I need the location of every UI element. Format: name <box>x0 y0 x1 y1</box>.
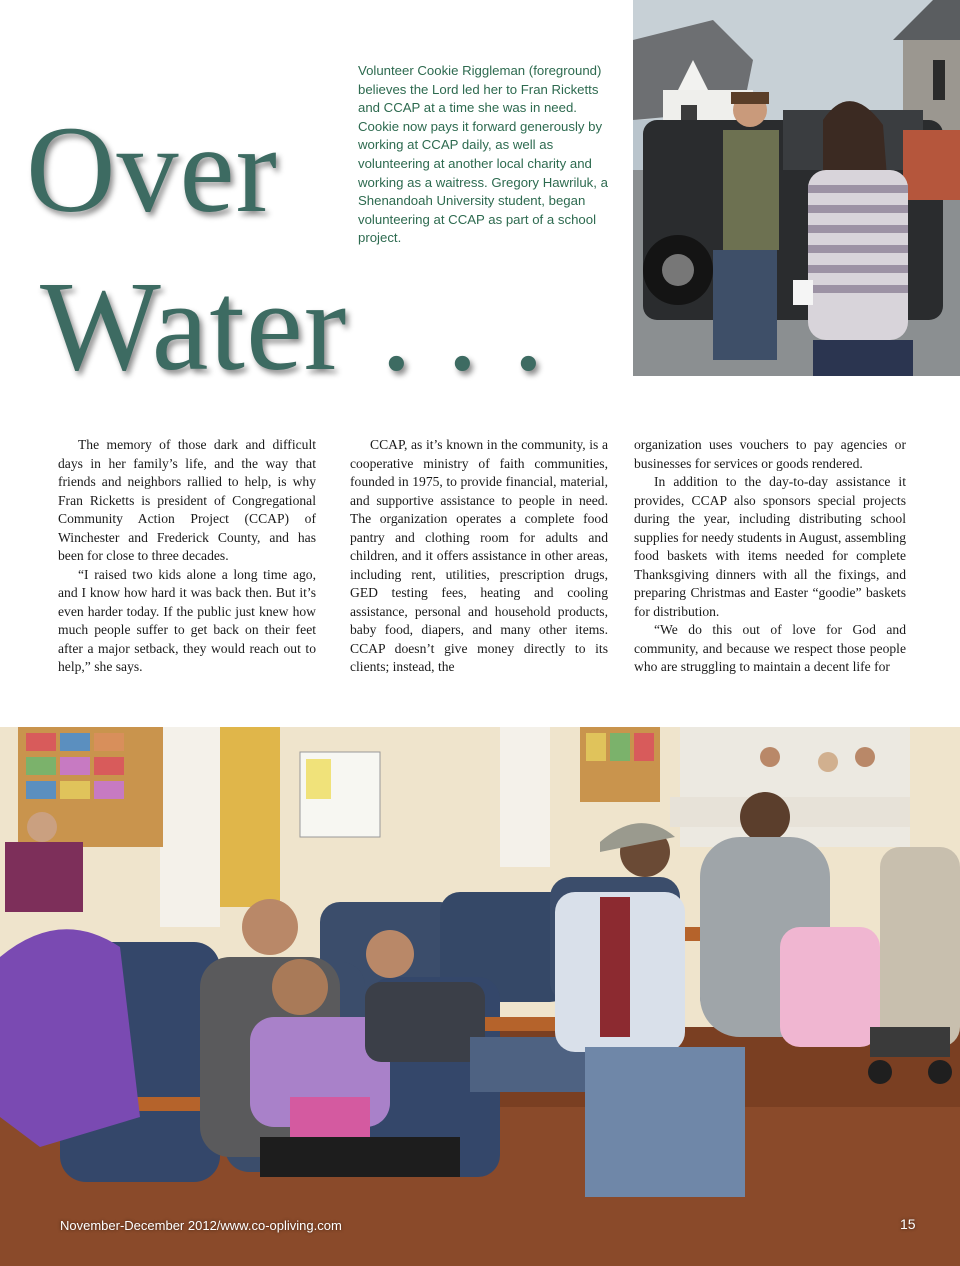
headline-line-2: Water . . . <box>40 255 546 397</box>
paragraph: CCAP, as it’s known in the community, is a cooperative ministry of faith communities, founded in 1975, to provide financial, material, and supportive assistance to people in need. The organization operates a complete food pantry and clothing room for adults and children, and it offers assistance in other areas, including rent, utilities, prescription drugs, GED testing fees, heating and cooling assistance, personal and household products, baby food, diapers, and many other items. CCAP doesn’t give money directly to its clients; instead, the <box>350 437 608 674</box>
headline-line-1: Over <box>26 101 278 238</box>
issue-footer: November-December 2012/www.co-opliving.com <box>60 1218 342 1233</box>
paragraph: organization uses vouchers to pay agencies or businesses for services or goods rendered. <box>634 437 906 471</box>
paragraph: The memory of those dark and difficult days in her family’s life, and the way that friends and neighbors rallied to help, is why Fran Ricketts is president of Congregational Community Action Project (CCAP) of Winchester and Frederick County, and has been for close to three decades. <box>58 437 316 563</box>
body-column-3 <box>634 436 906 677</box>
photo-caption: Volunteer Cookie Riggleman (foreground) believes the Lord led her to Fran Ricketts and CCAP at a time she was in need. Cookie now pays it forward generously by working at CCAP daily, as well as volunteering at another local charity and working as a waitress. Gregory Hawriluk, a Shenandoah University student, began volunteering at CCAP as part of a school project. <box>358 63 608 246</box>
paragraph: “We do this out of love for God and community, and because we respect those people who are struggling to maintain a decent life for <box>634 622 906 674</box>
body-column-2 <box>350 436 608 677</box>
waiting-room-photo <box>0 727 960 1266</box>
paragraph: “I raised two kids alone a long time ago, and I know how hard it was back then. But it’s even harder today. If the public just knew how much people suffer to get back on their feet after a major setback, they would reach out to help,” she says. <box>58 566 316 674</box>
paragraph: In addition to the day-to-day assistance it provides, CCAP also sponsors special projects during the year, including distributing school supplies for needy students in August, assembling food baskets with items needed for complete Thanksgiving dinners with all the fixings, and preparing Christmas and Easter “goodie” baskets for distribution. <box>634 474 906 619</box>
page-number: 15 <box>900 1216 916 1232</box>
volunteers-photo <box>633 0 960 376</box>
body-column-1 <box>58 436 316 677</box>
